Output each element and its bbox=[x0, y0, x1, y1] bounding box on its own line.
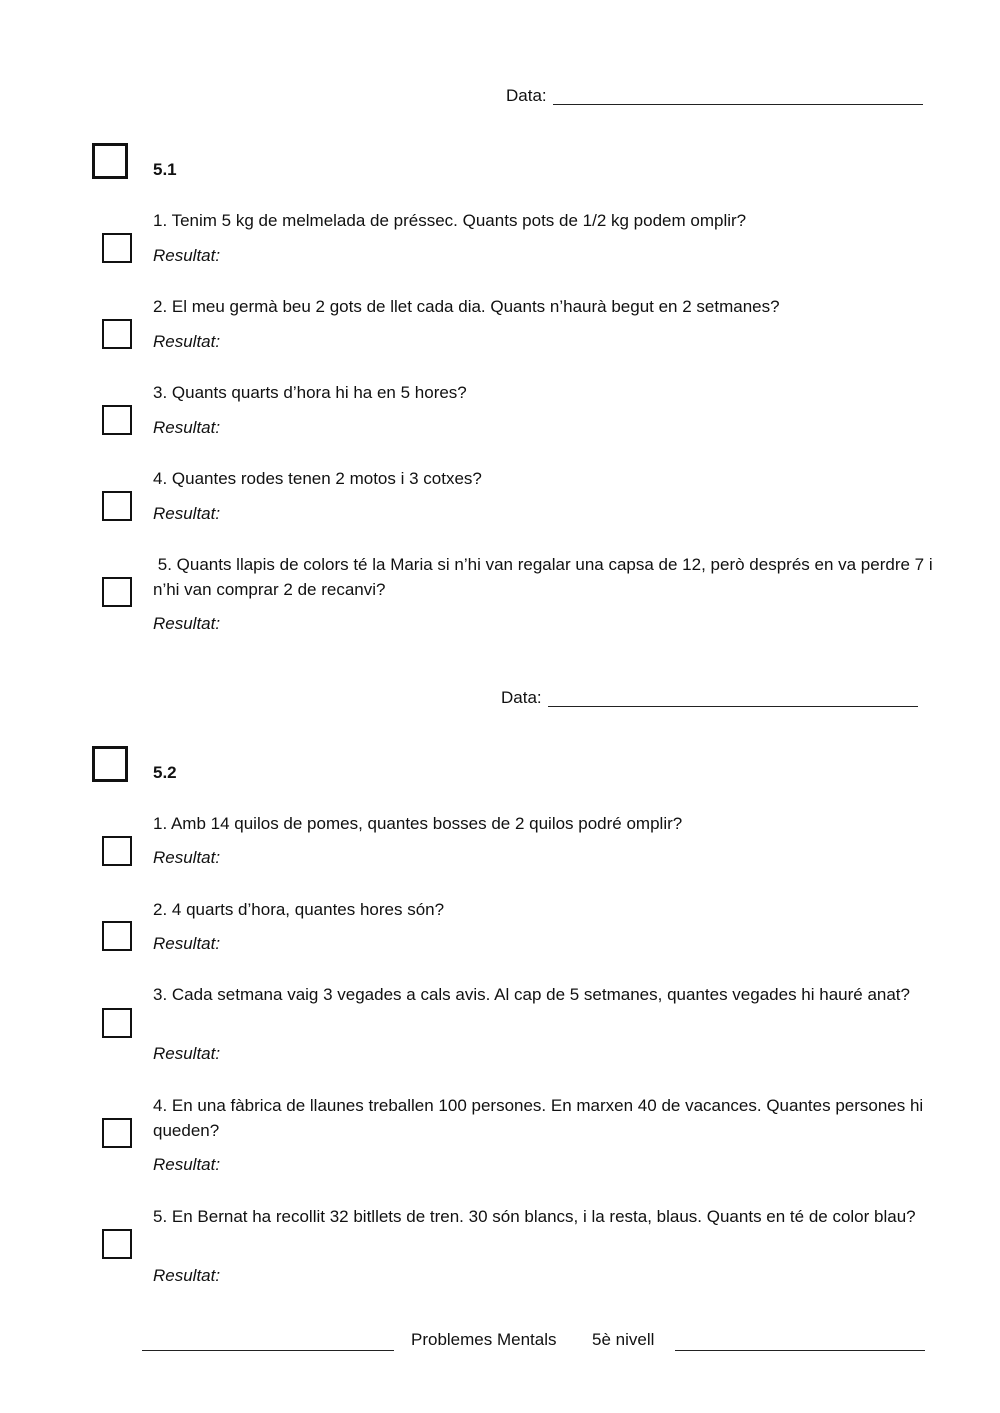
section-title: 5.1 bbox=[153, 160, 177, 179]
date-row-2 bbox=[501, 688, 918, 708]
date-input[interactable] bbox=[548, 688, 922, 708]
result-label: Resultat: bbox=[153, 1266, 221, 1285]
date-row-1 bbox=[506, 86, 923, 106]
question-checkbox[interactable] bbox=[102, 1229, 132, 1259]
date-input[interactable] bbox=[553, 86, 927, 106]
question-text: 3. Quants quarts d’hora hi ha en 5 hores? bbox=[153, 383, 467, 402]
result-label: Resultat: bbox=[153, 1044, 221, 1063]
question-text: 1. Tenim 5 kg de melmelada de préssec. Quants pots de 1/2 kg podem omplir? bbox=[153, 211, 747, 230]
question-text: 3. Cada setmana vaig 3 vegades a cals avis. Al cap de 5 setmanes, quantes vegades hi hauré anat? bbox=[153, 985, 910, 1004]
question-checkbox[interactable] bbox=[102, 921, 132, 951]
footer bbox=[0, 1330, 1000, 1354]
question-text: 2. El meu germà beu 2 gots de llet cada dia. Quants n’haurà begut en 2 setmanes? bbox=[153, 297, 780, 316]
section-title: 5.2 bbox=[153, 763, 177, 782]
question-text: 5. En Bernat ha recollit 32 bitllets de tren. 30 són blancs, i la resta, blaus. Quants en té de color blau? bbox=[153, 1207, 916, 1226]
question-text: 4. Quantes rodes tenen 2 motos i 3 cotxes? bbox=[153, 469, 482, 488]
question-checkbox[interactable] bbox=[102, 491, 132, 521]
result-label: Resultat: bbox=[153, 504, 221, 523]
result-label: Resultat: bbox=[153, 332, 221, 351]
footer-title: Problemes Mentals bbox=[411, 1330, 557, 1349]
question-text: 4. En una fàbrica de llaunes treballen 100 persones. En marxen 40 de vacances. Quantes persones hi queden? bbox=[153, 1096, 924, 1140]
date-label: Data: bbox=[506, 86, 547, 105]
result-label: Resultat: bbox=[153, 1155, 221, 1174]
question-text: 5. Quants llapis de colors té la Maria si n’hi van regalar una capsa de 12, però després en va perdre 7 i n’hi van comprar 2 de recanvi? bbox=[153, 555, 938, 599]
result-label: Resultat: bbox=[153, 848, 221, 867]
date-field[interactable] bbox=[553, 86, 923, 105]
result-label: Resultat: bbox=[153, 614, 221, 633]
date-field[interactable] bbox=[548, 688, 918, 707]
question-checkbox[interactable] bbox=[102, 233, 132, 263]
result-label: Resultat: bbox=[153, 246, 221, 265]
footer-rule-left bbox=[142, 1350, 394, 1351]
question-text: 2. 4 quarts d’hora, quantes hores són? bbox=[153, 900, 445, 919]
result-label: Resultat: bbox=[153, 418, 221, 437]
question-checkbox[interactable] bbox=[102, 836, 132, 866]
question-checkbox[interactable] bbox=[102, 1008, 132, 1038]
question-checkbox[interactable] bbox=[102, 405, 132, 435]
question-checkbox[interactable] bbox=[102, 1118, 132, 1148]
question-checkbox[interactable] bbox=[102, 319, 132, 349]
section-checkbox[interactable] bbox=[92, 746, 128, 782]
footer-rule-right bbox=[675, 1350, 925, 1351]
result-label: Resultat: bbox=[153, 934, 221, 953]
date-label: Data: bbox=[501, 688, 542, 707]
section-checkbox[interactable] bbox=[92, 143, 128, 179]
footer-level: 5è nivell bbox=[592, 1330, 655, 1349]
question-checkbox[interactable] bbox=[102, 577, 132, 607]
question-text: 1. Amb 14 quilos de pomes, quantes bosses de 2 quilos podré omplir? bbox=[153, 814, 683, 833]
